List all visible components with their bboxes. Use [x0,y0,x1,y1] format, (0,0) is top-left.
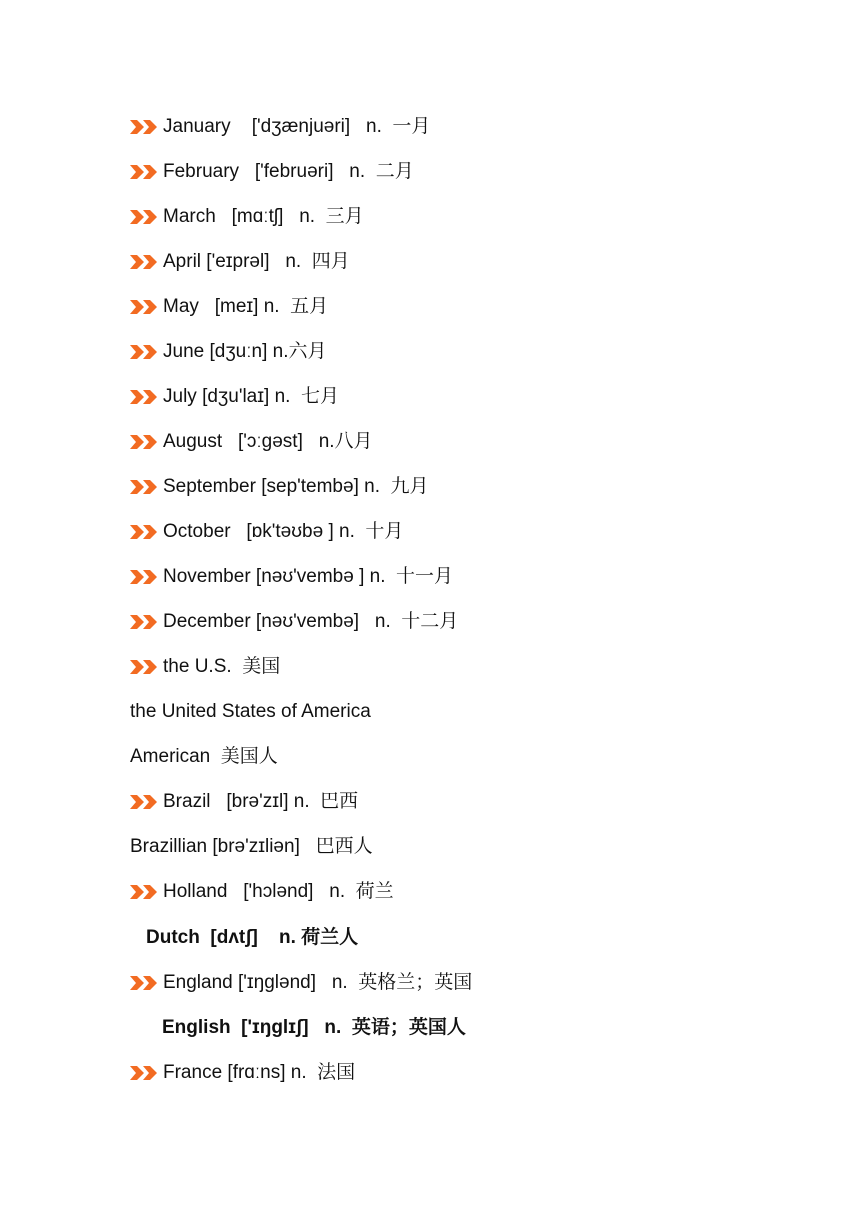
vocab-entry-september [130,474,429,500]
vocab-entry-november [130,564,453,590]
double-chevron-bullet-icon [130,163,158,181]
double-chevron-bullet-icon [130,298,158,316]
entry-text: May [meɪ] n. 五月 [163,296,329,317]
vocab-entry-england [130,970,472,996]
double-chevron-bullet-icon [130,568,158,586]
double-chevron-bullet-icon [130,433,158,451]
vocab-entry-august [130,429,373,455]
vocab-entry-american [130,744,278,770]
entry-text: January ['dʒænjuəri] n. 一月 [163,116,431,137]
vocab-entry-holland [130,879,394,905]
entry-text: the U.S. 美国 [163,656,281,677]
entry-text: France [frɑːns] n. 法国 [163,1062,356,1083]
entry-text: April ['eɪprəl] n. 四月 [163,251,350,272]
double-chevron-bullet-icon [130,883,158,901]
entry-text: the United States of America [130,701,371,722]
entry-text: November [nəʊ'vembə ] n. 十一月 [163,566,454,587]
entry-text: Brazil [brə'zɪl] n. 巴西 [163,791,359,812]
vocab-entry-june [130,339,327,365]
vocab-entry-december [130,609,458,635]
entry-text: February ['februəri] n. 二月 [163,161,414,182]
vocab-entry-brazillian [130,834,373,860]
double-chevron-bullet-icon [130,523,158,541]
entry-text: June [dʒuːn] n.六月 [163,341,327,362]
double-chevron-bullet-icon [130,613,158,631]
entry-text: England ['ɪŋglənd] n. 英格兰；英国 [163,972,473,993]
vocab-entry-january [130,114,430,140]
vocab-entry-brazil [130,789,358,815]
entry-text: October [ɒk'təʊbə ] n. 十月 [163,521,404,542]
double-chevron-bullet-icon [130,253,158,271]
double-chevron-bullet-icon [130,343,158,361]
double-chevron-bullet-icon [130,974,158,992]
vocab-entry-march [130,204,364,230]
vocab-entry-france [130,1060,355,1086]
vocab-entry-may [130,294,328,320]
vocab-entry-us [130,654,280,680]
vocab-entry-october [130,519,403,545]
entry-text: December [nəʊ'vembə] n. 十二月 [163,611,459,632]
double-chevron-bullet-icon [130,388,158,406]
entry-text: August ['ɔːgəst] n.八月 [163,431,373,452]
double-chevron-bullet-icon [130,1064,158,1082]
entry-text: Dutch [dʌtʃ] n. 荷兰人 [146,927,359,948]
double-chevron-bullet-icon [130,658,158,676]
entry-text: English ['ɪŋglɪʃ] n. 英语；英国人 [162,1017,466,1038]
entry-text: American 美国人 [130,746,278,767]
double-chevron-bullet-icon [130,793,158,811]
entry-text: July [dʒu'laɪ] n. 七月 [163,386,339,407]
double-chevron-bullet-icon [130,118,158,136]
vocab-entry-july [130,384,339,410]
vocab-entry-february [130,159,414,185]
entry-text: Brazillian [brə'zɪliən] 巴西人 [130,836,373,857]
vocab-entry-english [162,1015,466,1041]
double-chevron-bullet-icon [130,478,158,496]
entry-text: Holland ['hɔlənd] n. 荷兰 [163,881,394,902]
vocab-entry-april [130,249,350,275]
entry-text: September [sep'tembə] n. 九月 [163,476,429,497]
vocab-entry-dutch [146,925,358,951]
entry-text: March [mɑːtʃ] n. 三月 [163,206,364,227]
vocab-entry-usa-full [130,699,371,725]
double-chevron-bullet-icon [130,208,158,226]
